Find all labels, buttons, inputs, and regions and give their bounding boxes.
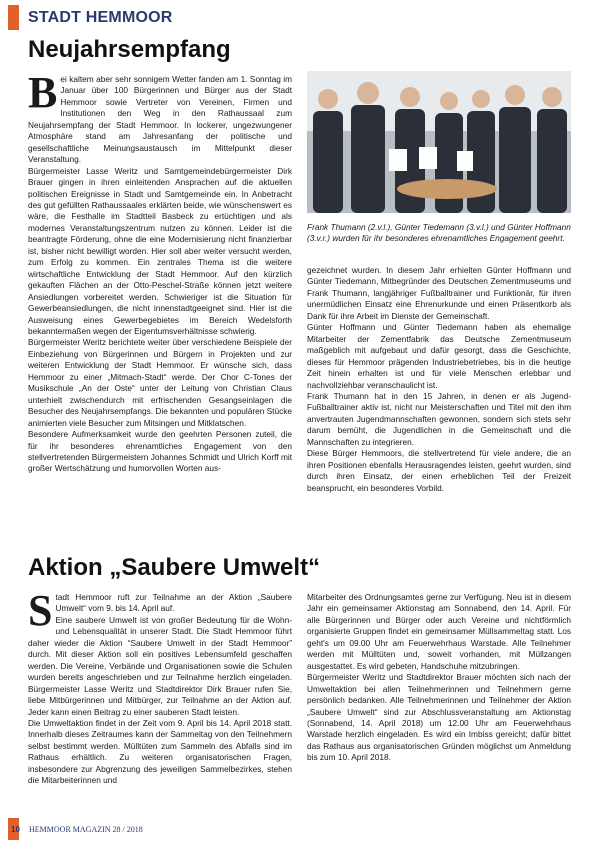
photo-caption: Frank Thumann (2.v.l.), Günter Tiedemann (3.v.l.) und Günter Hoffmann (3.v.r.) wurden für ihr besonderes ehrenamtliches Engagement geehrt. xyxy=(307,222,571,244)
group-photo-illustration xyxy=(307,71,571,213)
article2-column-right xyxy=(307,592,571,764)
section-label: STADT HEMMOOR xyxy=(28,9,173,26)
article2-paragraph xyxy=(28,586,292,635)
article-title-neujahrsempfang: Neujahrsempfang xyxy=(28,36,231,63)
article1-paragraph: Bürgermeister Lasse Weritz und Samtgemeindebürgermeister Dirk Brauer gingen in ihren einleitenden Ansprachen auf die aktuellen politischen Ereignisse in Stadt und Samtgemeinde ein. In Anbetracht des gut gefüllten Rathaussaales erklärten beide, wie wünschenswert es wäre, die Festhalle im Stadtteil Basbeck zu ertüchtigen und als modernes Veranstaltungszentrum nutzen zu können. Leider ist die beantragte Förderung, ohne die eine Modernisierung nicht finanzierbar ist, bisher nicht bewilligt worden. Hier soll aber weiter versucht werden, zum Erfolg zu kommen. Ein zentrales Thema ist die weitere wirtschaftliche Entwicklung der Stadt Hemmoor. Auf den kürzlich gekauften Flächen an der Otto-Peschel-Straße können jetzt weitere Ansiedlungen vorbereitet werden. Schwieriger ist die Situation für Gewerbeansiedlungen, die nicht innenstadtgeeignet sind. Hier ist die Ausweisung eines Gewerbegebietes im Bereich Wedelsforth bekanntermaßen wegen der Eigentumsverhältnisse schwierig. xyxy=(28,165,292,336)
article1-paragraph xyxy=(28,68,292,166)
article2-paragraph: Mitarbeiter des Ordnungsamtes gerne zur Verfügung. Neu ist in diesem Jahr ein gemeinsamer Aktionstag am Sonnabend, den 14. April. Für alle Bürgerinnen und Bürger oder auch Vereine und nichtförmlich organisierte Gruppen findet ein gemeinsamer Müllsammeltag statt. Los geht's um 09.00 Uhr am Feuerwehrhaus Warstade. Alle Teilnehmer werden mit Mülltüten und, soweit vorhanden, mit Müllzangen ausgestattet. Es wird gebeten, Handschuhe mitzubringen. xyxy=(307,592,571,671)
article1-paragraph: gezeichnet wurden. In diesem Jahr erhielten Günter Hoffmann und Günter Tiedemann, Mitbegründer des Deutschen Zementmuseums und Frank Thumann, langjähriger Fußballtrainer und Funktionär, für ihren unermüdlichen Einsatz eine Ehrenurkunde und einen Präsentkorb als Dank für ihre Arbeit im Dienste der Gemeinschaft. xyxy=(307,265,571,321)
page-number: 10 xyxy=(11,825,20,834)
magazine-name: HEMMOOR MAGAZIN 28 / 2018 xyxy=(29,825,143,834)
article1-text: ei kaltem aber sehr sonnigem Wetter fanden am 1. Sonntag im Januar über 100 Bürgerinnen und Bürger aus der Stadt Hemmoor sowie Vertreter von Vereinen, Firmen und Institutionen den Weg in den Rathaussaal zum Neujahrsempfang der Stadt Hemmoor. In lockerer, ungezwungener Atmosphäre stand am Jahresanfang der politische und gesellschaftliche Meinungsaustausch im Mittelpunkt dieser Veranstaltung. xyxy=(28,74,292,165)
header-accent-bar xyxy=(8,5,19,30)
article1-paragraph: Frank Thumann hat in den 15 Jahren, in denen er als Jugend-Fußballtrainer aktiv ist, nicht nur Meisterschaften und Titel mit den ihm anvertrauten Jugendmannschaften gewonnen, sondern sich stets sehr darum bemüht, die Jugendlichen in die Gemeinschaft und die Mannschaften zu integrieren. xyxy=(307,390,571,447)
group-photo xyxy=(307,71,571,213)
article1-paragraph: Bürgermeister Weritz berichtete weiter über verschiedene Beispiele der Einbeziehung von Bürgerinnen und Bürgern in Projekten und zur weiteren Entwicklung der Stadt Hemmoor. Er wünsche sich, dass Hemmoor zu einer „Mitmach-Stadt“ werde. Der Chor C-Tones der Musikschule „An der Oste“ unter der Leitung von Christian Claus unterhielt zwischendurch mit erfrischenden Gesangseinlagen die Besucher des Neujahrsempfangs. Die bekannten und populären Stücke animierten viele Besucher zum Mitsingen und Mitklatschen. xyxy=(28,337,292,428)
article2-column-left xyxy=(28,586,292,787)
article-title-saubere-umwelt: Aktion „Saubere Umwelt“ xyxy=(28,554,321,581)
article2-paragraph: Die Umweltaktion findet in der Zeit vom 9. April bis 14. April 2018 statt. Innerhalb dieses Zeitraumes kann der Sammeltag von den Teilnehmern selbst bestimmt werden. Mülltüten zum Sammeln des Abfalls sind im Rathaus erhältlich. Zu weiteren organisatorischen Fragen, insbesondere zur Abgrenzung des jeweiligen Sammelbezirkes, stehen die Mitarbeiterinnen und xyxy=(28,717,292,786)
dropcap: S xyxy=(28,586,53,635)
article2-paragraph: Bürgermeister Weritz und Stadtdirektor Brauer möchten sich nach der Umweltaktion bei allen Teilnehmerinnen und Teilnehmern gerne persönlich bedanken. Alle Teilnehmerinnen und Teilnehmer der Aktion „Saubere Umwelt“ sind zur Abschlussveranstaltung am Aktionstag (Sonnabend, 14. April 2018) um 12.00 Uhr am Feuerwehrhaus Warstade herzlich eingeladen. Es wird ein Imbiss gereicht; dafür bittet das Rathaus aus organisatorischen Gründen möglichst um Anmeldung bis zum 10. April 2018. xyxy=(307,672,571,763)
article1-column-left xyxy=(28,68,292,475)
article1-paragraph: Günter Hoffmann und Günter Tiedemann haben als ehemalige Mitarbeiter der Zementfabrik das Deutsche Zementmuseum maßgeblich mit aufgebaut und dafür gesorgt, dass die Geschichte, dieses für Hemmoor prägenden Industriebetriebes, bis in die heutige Zeit hinein erhalten ist und für viele Menschen erlebbar und nachvollziehbar veranschaulicht ist. xyxy=(307,322,571,390)
article2-paragraph: Eine saubere Umwelt ist von großer Bedeutung für die Wohn- und Lebensqualität in unserer Stadt. Die Stadt Hemmoor führt daher wieder die Aktion “Saubere Umwelt in der Stadt Hemmoor” durch. Mit dieser Aktion soll ein positives Lebensumfeld geschaffen werden. Die Vereine, Verbände und Organisationen sowie die Schulen wurden bereits angeschrieben und zur Teilnahme herzlich eingeladen. Bürgermeister Lasse Weritz und Stadtdirektor Dirk Brauer rufen Sie, liebe Mitbürgerinnen und Mitbürger, zur Teilnahme an der Aktion auf. Jeder kann einen Beitrag zu einer sauberen Stadt leisten. xyxy=(28,614,292,717)
article1-paragraph: Besondere Aufmerksamkeit wurde den geehrten Personen zuteil, die für ihr besonderes ehrenamtliches Engagement von den stellvertretenden Bürgermeistern Johannes Schmidt und Ulrich Korff mit großer Wertschätzung und humorvollen Worten aus- xyxy=(28,429,292,474)
article1-column-right xyxy=(307,265,571,494)
article1-paragraph: Diese Bürger Hemmoors, die stellvertretend für viele andere, die an ihren Positionen ebenfalls Herausragendes leisten, geehrt wurden, sind durch ihren Einsatz, der einen erheblichen Teil der Freizeit beansprucht, ein besonderes Vorbild. xyxy=(307,448,571,493)
article2-text: tadt Hemmoor ruft zur Teilnahme an der Aktion „Saubere Umwelt“ vom 9. bis 14. April auf. xyxy=(55,592,292,614)
dropcap: B xyxy=(28,68,58,117)
